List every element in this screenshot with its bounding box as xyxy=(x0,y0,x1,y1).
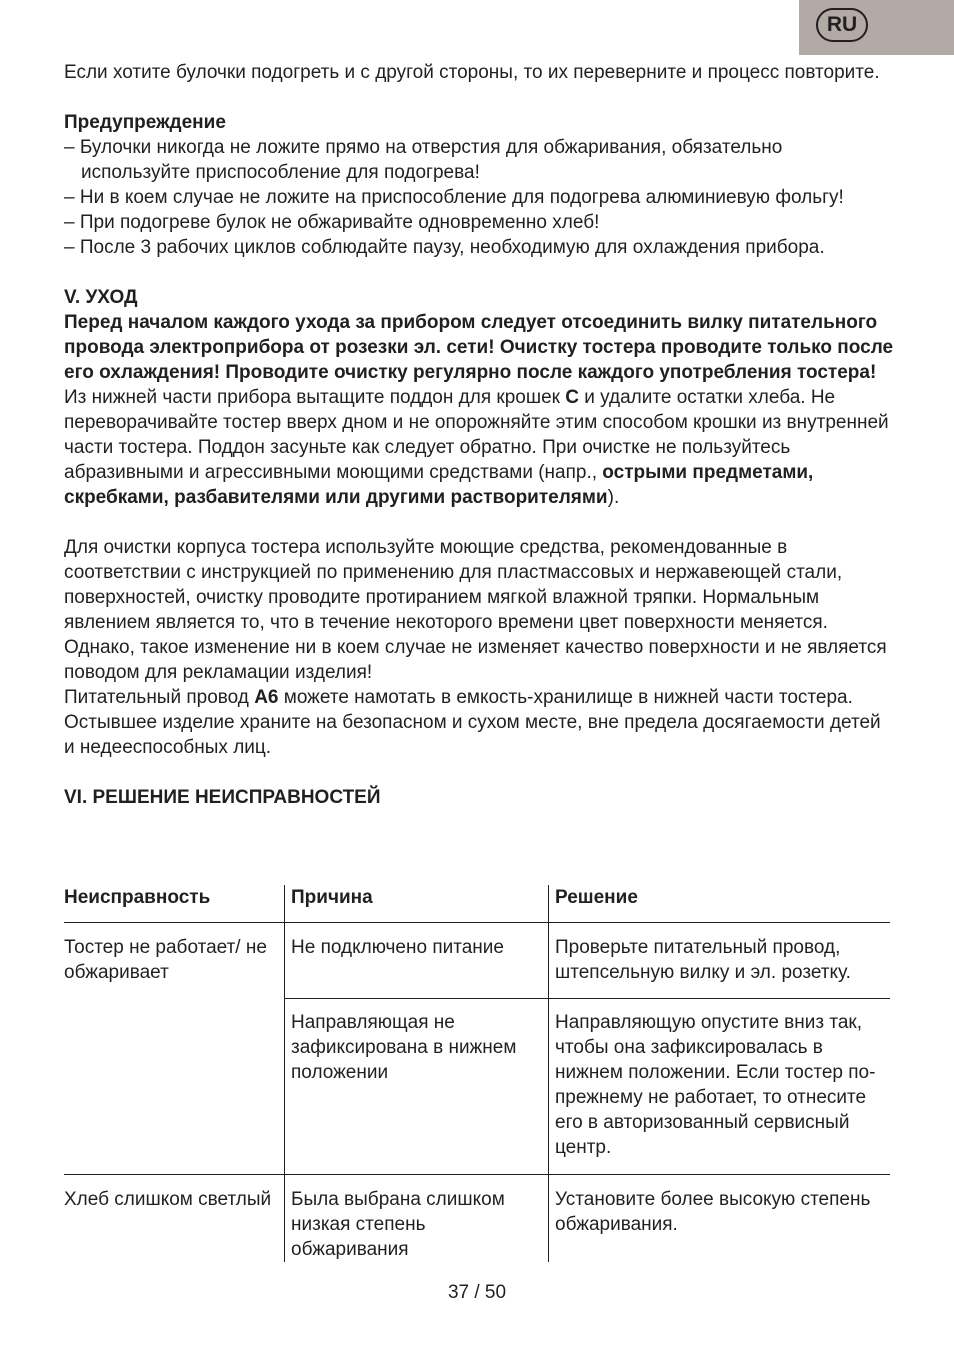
care-bold-lead: Перед началом каждого ухода за прибором следует отсоединить вилку питательного провода электроприбора от розезки эл. сети! Очистку тостера проводите только после его охлаждения! Проводите очистку регулярно после каждого употребления тостера! xyxy=(64,312,894,383)
care-text: ). xyxy=(607,487,620,508)
cleaning-paragraph: Для очистки корпуса тостера используйте моющие средства, рекомендованные в соответствии с инструкцией по применению для пластмассовых и нержавеющей стали, поверхностей, очистку проводите протиранием мягкой влажной тряпки. Нормальным явлением является то, что в течение некоторого времени цвет поверхности меняется. Однако, такое изменение ни в коем случае не изменяет качество поверхности и не является поводом для рекламации изделия! xyxy=(64,537,887,683)
table-row xyxy=(64,999,890,1175)
care-text: и удалите остатки хлеба. Не переворачивайте тостер вверх дном и не опорожняйте этим способом крошки из внутренней части тостера. Поддон засуньте как следует обратно. При очистке не пользуйтесь абразивными и агрессивными моющими средствами (напр., xyxy=(64,387,889,483)
care-text: Из нижней части прибора вытащите поддон для крошек xyxy=(64,387,566,408)
cause-cell: Направляющая не зафиксирована в нижнем положении xyxy=(285,999,549,1175)
table-row xyxy=(64,1175,890,1263)
solution-cell: Проверьте питательный провод, штепсельную вилку и эл. розетку. xyxy=(549,923,891,999)
fault-cell: Тостер не работает/ не обжаривает xyxy=(64,937,267,983)
language-badge: RU xyxy=(816,8,868,42)
header-solution: Решение xyxy=(549,885,891,923)
header-fault: Неисправность xyxy=(64,885,285,923)
ref-c: C xyxy=(565,387,579,408)
warning-item: – После 3 рабочих циклов соблюдайте паузу, необходимую для охлаждения прибора. xyxy=(64,237,825,258)
table-header-row xyxy=(64,885,890,923)
solution-cell: Направляющую опустите вниз так, чтобы она зафиксировалась в нижнем положении. Если тостер по-прежнему не работает, то отнесите его в авторизованный сервисный центр. xyxy=(549,999,891,1175)
ref-a6: A6 xyxy=(254,687,279,708)
care-title: V. УХОД xyxy=(64,287,138,308)
header-cause: Причина xyxy=(285,885,549,923)
fault-cell xyxy=(64,999,285,1175)
care-paragraph xyxy=(64,310,894,510)
fault-cell: Хлеб слишком светлый xyxy=(64,1189,272,1210)
page-content xyxy=(64,60,894,810)
warning-title: Предупреждение xyxy=(64,112,226,133)
cord-paragraph: Питательный провод A6 можете намотать в емкость-хранилище в нижней части тостера. Остывшее изделие храните на безопасном и сухом месте, вне предела досягаемости детей и недееспособных лиц. xyxy=(64,687,881,758)
care-bold-tools: острыми предметами, скребками, разбавителями или другими растворителями xyxy=(64,462,814,508)
cause-cell: Не подключено питание xyxy=(285,923,549,999)
intro-paragraph: Если хотите булочки подогреть и с другой стороны, то их переверните и процесс повторите. xyxy=(64,62,880,83)
troubleshooting-table xyxy=(64,885,890,1262)
cause-cell: Была выбрана слишком низкая степень обжаривания xyxy=(285,1175,549,1263)
solution-cell: Установите более высокую степень обжаривания. xyxy=(549,1175,891,1263)
troubleshooting-title: VI. РЕШЕНИЕ НЕИСПРАВНОСТЕЙ xyxy=(64,787,381,808)
warning-item: – При подогреве булок не обжаривайте одновременно хлеб! xyxy=(64,212,600,233)
warning-item: – Булочки никогда не ложите прямо на отверстия для обжаривания, обязательно используйте приспособление для подогрева! xyxy=(64,137,783,183)
warning-item: – Ни в коем случае не ложите на приспособление для подогрева алюминиевую фольгу! xyxy=(64,187,844,208)
language-tab xyxy=(799,0,954,55)
page-number: 37 / 50 xyxy=(447,1282,507,1303)
table-row xyxy=(64,923,890,999)
